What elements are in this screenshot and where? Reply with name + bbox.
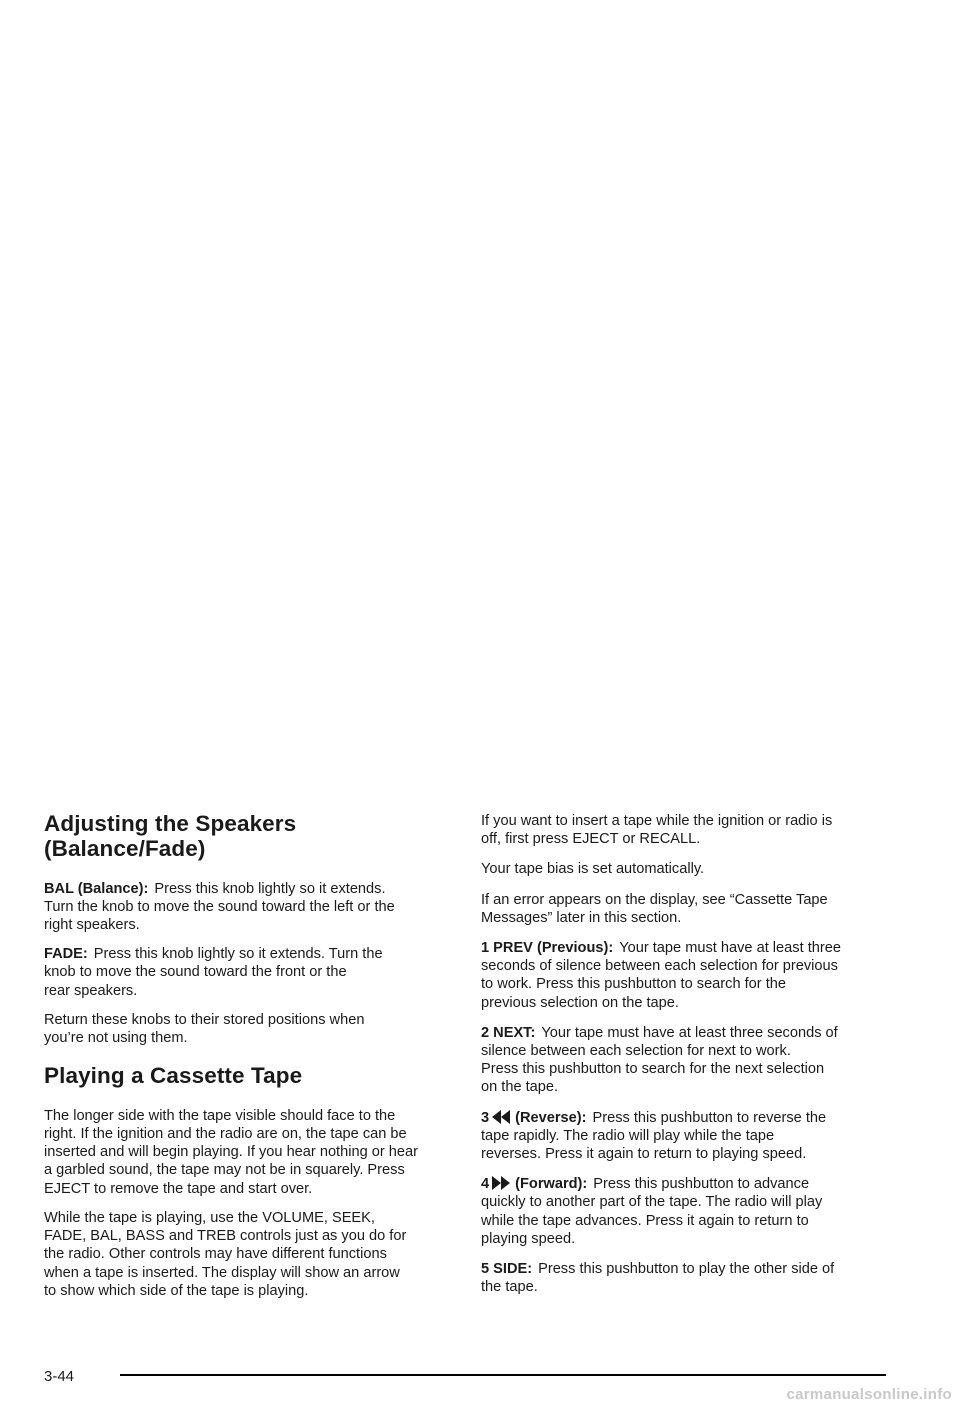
side-paragraph <box>481 1260 881 1296</box>
longer-side-paragraph: The longer side with the tape visible should face to the right. If the ignition and the radio are on, the tape can be inserted and will begin playing. If you hear nothing or hear a garbled sound, the tape may not be in squarely. Press EJECT to remove the tape and start over. <box>44 1107 419 1197</box>
reverse-number: 3 <box>481 1109 490 1126</box>
return-paragraph: Return these knobs to their stored positions when you’re not using them. <box>44 1011 365 1046</box>
insert-paragraph: If you want to insert a tape while the ignition or radio is off, first press EJECT or RECALL. <box>481 813 833 848</box>
rewind-icon <box>492 1110 510 1124</box>
side-text: Press this pushbutton to play the other side of the tape. <box>481 1261 835 1296</box>
prev-paragraph <box>481 939 881 1012</box>
side-term: 5 SIDE: <box>481 1261 533 1278</box>
section-heading-balance-fade: Adjusting the Speakers (Balance/Fade) <box>44 811 297 861</box>
prev-term: 1 PREV (Previous): <box>481 940 614 957</box>
page-number: 3-44 <box>44 1368 75 1385</box>
reverse-paragraph <box>481 1109 881 1164</box>
bias-paragraph: Your tape bias is set automatically. <box>481 861 705 878</box>
prev-text: Your tape must have at least three seconds of silence between each selection for previous to work. Press this pushbutton to search for the previous selection on the tape. <box>481 940 841 1011</box>
while-playing-paragraph: While the tape is playing, use the VOLUME, SEEK, FADE, BAL, BASS and TREB controls just as you do for the radio. Other controls may have different functions when a tape is inserted. The display will show an arrow to show which side of the tape is playing. <box>44 1209 407 1299</box>
fade-paragraph <box>44 945 444 1000</box>
bal-text: Press this knob lightly so it extends. Turn the knob to move the sound toward the left or the right speakers. <box>44 880 395 933</box>
next-paragraph <box>481 1024 881 1097</box>
forward-text: Press this pushbutton to advance quickly to another part of the tape. The radio will play while the tape advances. Press it again to return to playing speed. <box>481 1176 823 1247</box>
fade-term: FADE: <box>44 946 88 963</box>
reverse-term: (Reverse): <box>515 1109 587 1126</box>
forward-term: (Forward): <box>515 1176 588 1193</box>
watermark: carmanualsonline.info <box>786 1386 952 1403</box>
next-term: 2 NEXT: <box>481 1024 536 1041</box>
bal-paragraph <box>44 880 444 935</box>
fade-text: Press this knob lightly so it extends. Turn the knob to move the sound toward the front or the rear speakers. <box>44 946 383 999</box>
footer-rule <box>120 1374 886 1376</box>
right-column <box>481 812 881 1308</box>
forward-paragraph <box>481 1175 881 1248</box>
bal-term: BAL (Balance): <box>44 880 149 897</box>
error-paragraph: If an error appears on the display, see “Cassette Tape Messages” later in this section. <box>481 891 828 926</box>
next-text: Your tape must have at least three seconds of silence between each selection for next to work. Press this pushbutton to search for the next selection on the tape. <box>481 1024 838 1096</box>
section-heading-cassette: Playing a Cassette Tape <box>44 1063 303 1089</box>
forward-number: 4 <box>481 1176 490 1193</box>
left-column <box>44 812 444 1311</box>
fast-forward-icon <box>492 1176 510 1190</box>
reverse-text: Press this pushbutton to reverse the tape rapidly. The radio will play while the tape reverses. Press it again to return to playing speed. <box>481 1109 827 1163</box>
